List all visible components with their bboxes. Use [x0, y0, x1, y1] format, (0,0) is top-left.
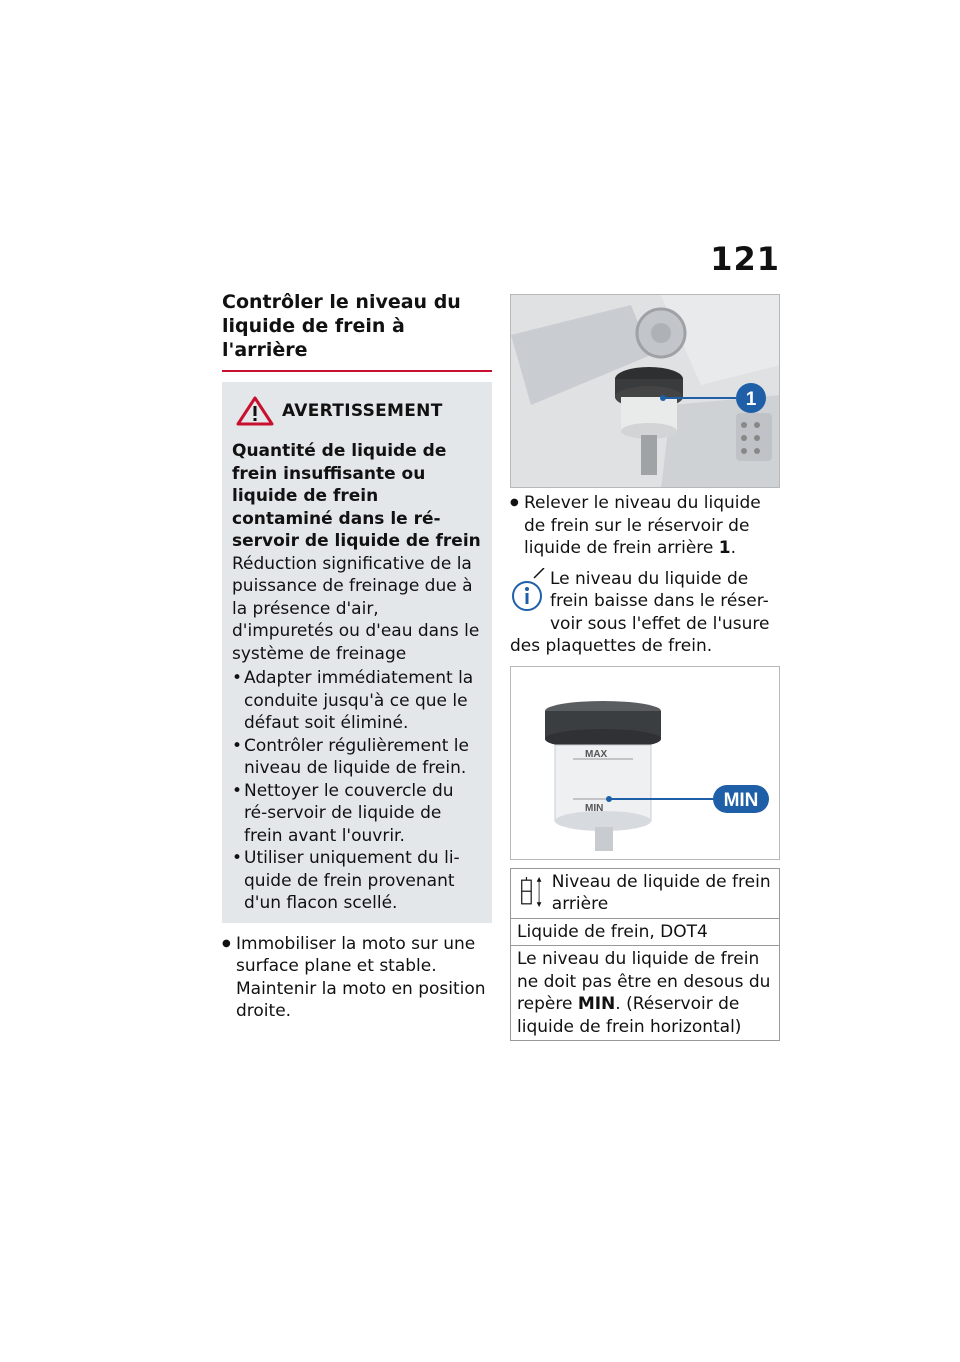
- table-row: [511, 868, 780, 918]
- rear-brake-reservoir-photo: [510, 294, 780, 488]
- list-item: ● Relever le niveau du liquide de frein sur le réservoir de liquide de frein arrière 1.: [510, 492, 780, 560]
- right-steps: [510, 492, 780, 560]
- spec-rule-suffix: . (Réservoir de liquide de frein horizontal): [517, 994, 742, 1037]
- warning-header: [232, 396, 482, 426]
- table-row: [511, 918, 780, 946]
- page-number: 121: [710, 240, 780, 278]
- step-ref: 1: [718, 538, 731, 558]
- left-steps: [222, 933, 492, 1023]
- spec-title-cell: [511, 868, 780, 918]
- warning-hazard: Quantité de liquide de frein insuffisante ou liquide de frein contaminé dans le ré-servoir de liquide de frein: [232, 441, 481, 551]
- spec-rule: [511, 946, 780, 1041]
- list-item: • Nettoyer le couvercle du ré-servoir de liquide de frein avant l'ouvrir.: [232, 780, 482, 848]
- table-row: [511, 946, 780, 1041]
- motorcycle-frame-illustration: [511, 295, 780, 488]
- warning-box: [222, 382, 492, 923]
- reservoir-illustration: [511, 667, 780, 860]
- spec-rule-text: Le niveau du liquide de frein ne doit pas être en desous du repère: [517, 949, 771, 1014]
- reservoir-level-diagram: [510, 666, 780, 860]
- warning-measures: [232, 667, 482, 915]
- spec-rule-mark: MIN: [577, 994, 616, 1014]
- warning-consequence: Réduction significative de la puissance de freinage due à la présence d'air, d'impuretés ou d'eau dans le système de freinage: [232, 553, 480, 664]
- warning-triangle-icon: [236, 396, 274, 426]
- info-icon: [510, 568, 546, 614]
- spec-title: Niveau de liquide de frein arrière: [551, 871, 771, 914]
- spec-table: [510, 868, 780, 1042]
- info-note: [510, 568, 780, 658]
- min-mark-label: MIN: [585, 802, 604, 814]
- left-column: [222, 290, 492, 1023]
- callout-1-label: 1: [745, 389, 757, 410]
- list-item: • Utiliser uniquement du li-quide de frein provenant d'un flacon scellé.: [232, 847, 482, 915]
- min-callout-label: MIN: [723, 789, 759, 811]
- list-item: • Adapter immédiatement la conduite jusqu'à ce que le défaut soit éliminé.: [232, 667, 482, 735]
- warning-label: AVERTISSEMENT: [282, 401, 443, 421]
- max-mark-label: MAX: [585, 748, 608, 760]
- list-item: ● Immobiliser la moto sur une surface plane et stable. Maintenir la moto en position droite.: [222, 933, 492, 1023]
- list-item: • Contrôler régulièrement le niveau de liquide de frein.: [232, 735, 482, 780]
- note-text: Le niveau du liquide de frein baisse dans le réser-voir sous l'effet de l'usure des plaquettes de frein.: [510, 568, 770, 656]
- fluid-level-icon: [517, 871, 544, 913]
- step-text: Relever le niveau du liquide de frein sur le réservoir de liquide de frein arrière: [524, 493, 761, 558]
- right-column: [510, 294, 780, 1041]
- section-title: Contrôler le niveau du liquide de frein à l'arrière: [222, 290, 492, 372]
- spec-fluid: Liquide de frein, DOT4: [511, 918, 780, 946]
